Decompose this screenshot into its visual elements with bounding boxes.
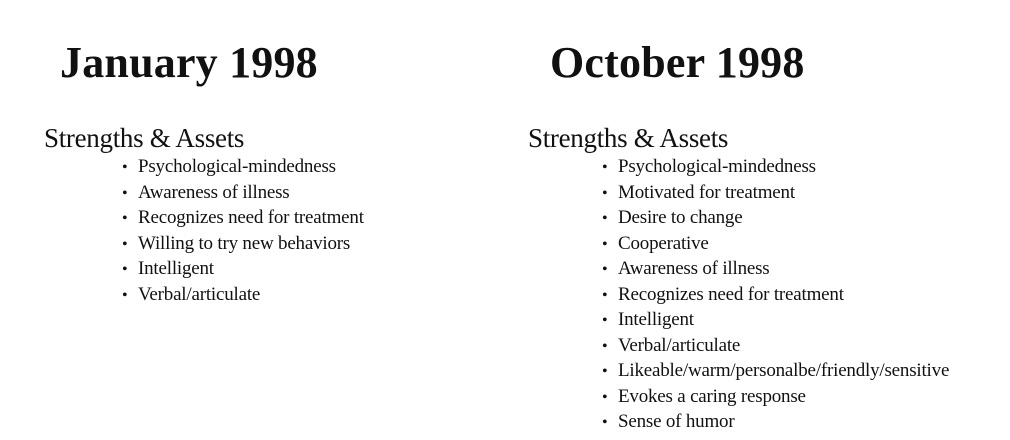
bullet-icon: • [122,235,128,253]
list-item-label: Recognizes need for treatment [138,207,364,228]
list-item [602,308,949,334]
list-item [122,257,364,283]
list-item-label: Intelligent [618,309,694,330]
list-item [602,359,949,385]
list-item-label: Awareness of illness [138,181,290,203]
october-subheading: Strengths & Assets [528,123,729,153]
list-item-label: Psychological-mindedness [138,156,336,177]
list-item-label: Recognizes need for treatment [618,283,844,305]
list-item-label: Awareness of illness [618,258,770,279]
list-item [122,155,364,181]
bullet-icon: • [602,337,608,355]
list-item [602,257,949,283]
bullet-icon: • [602,312,608,329]
bullet-icon: • [602,159,608,176]
list-item [602,181,949,207]
bullet-icon: • [602,210,608,227]
list-item-label: Intelligent [138,258,214,279]
list-item [602,410,949,436]
bullet-icon: • [122,184,128,202]
list-item-label: Likeable/warm/personalbe/friendly/sensitive [618,360,950,381]
list-item [122,181,364,207]
list-item-label: Motivated for treatment [618,181,795,203]
january-list [122,155,364,308]
list-item [122,206,364,232]
bullet-icon: • [602,363,608,380]
list-item [602,232,949,258]
bullet-icon: • [602,261,608,278]
list-item-label: Desire to change [618,207,743,228]
october-heading: October 1998 [550,38,805,87]
list-item-label: Verbal/articulate [138,283,261,305]
list-item [122,283,364,309]
list-item-label: Verbal/articulate [618,334,741,356]
january-subheading: Strengths & Assets [44,123,245,153]
list-item [122,232,364,258]
bullet-icon: • [602,235,608,253]
bullet-icon: • [122,210,128,227]
bullet-icon: • [602,286,608,304]
january-heading: January 1998 [60,38,318,87]
bullet-icon: • [122,261,128,278]
list-item [602,334,949,360]
bullet-icon: • [122,286,128,304]
list-item-label: Evokes a caring response [618,385,806,407]
list-item-label: Willing to try new behaviors [138,232,351,254]
list-item-label: Cooperative [618,232,709,254]
list-item-label: Psychological-mindedness [618,156,816,177]
list-item [602,155,949,181]
bullet-icon: • [122,159,128,176]
list-item [602,385,949,411]
bullet-icon: • [602,414,608,431]
list-item [602,206,949,232]
october-list [602,155,949,436]
bullet-icon: • [602,388,608,406]
list-item [602,283,949,309]
bullet-icon: • [602,184,608,202]
list-item-label: Sense of humor [618,411,735,432]
